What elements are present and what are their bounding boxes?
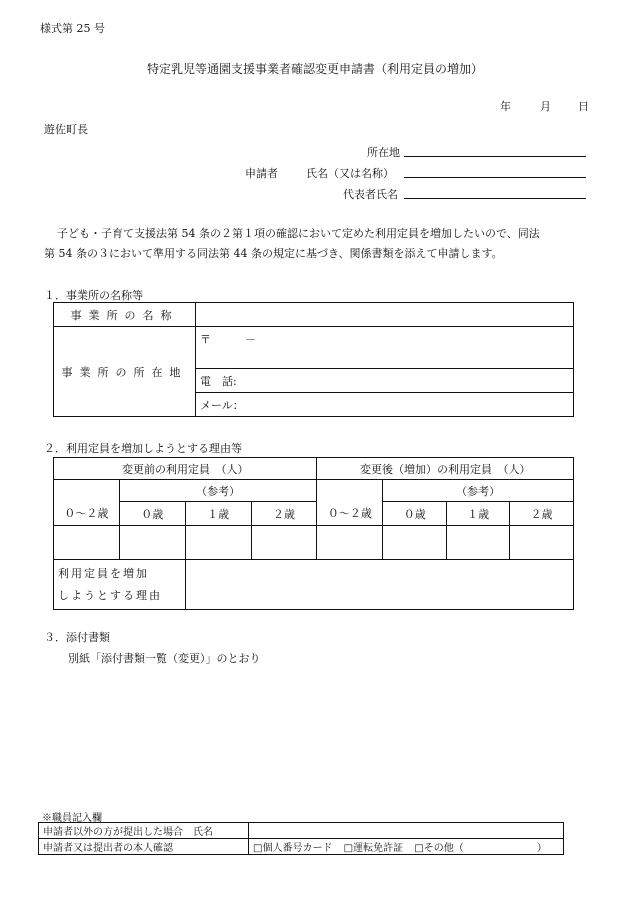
after-value-0-2[interactable] [317,526,383,560]
before-blank [54,480,120,502]
postal-dash: － [245,333,256,346]
facility-name-label: 事業所の名称 [54,303,196,327]
postal-mark: 〒 [200,333,211,346]
facility-address-cell[interactable] [196,327,574,369]
staff-row2-cell [249,839,564,855]
staff-section-heading: ※職員記入欄 [42,813,102,824]
after-col-0: ０歳 [383,502,447,526]
attachment-text: 別紙「添付書類一覧（変更）」のとおり [68,652,261,665]
capacity-table [53,457,574,610]
before-ref-header: （参考） [119,480,317,502]
after-value-0[interactable] [383,526,447,560]
facility-tel-cell[interactable]: 電 話: [196,369,574,393]
before-value-1[interactable] [185,526,251,560]
name-line[interactable] [404,165,586,178]
before-value-0[interactable] [119,526,185,560]
section1-heading: １．事業所の名称等 [44,289,143,302]
checkbox-other[interactable]: □その他（ [414,843,464,854]
addressee: 遊佐町長 [44,123,88,136]
before-capacity-header: 変更前の利用定員 （人） [54,458,317,480]
before-value-2[interactable] [251,526,317,560]
after-col-1: １歳 [447,502,510,526]
staff-table [38,822,564,855]
after-value-1[interactable] [447,526,510,560]
address-line[interactable] [404,144,586,157]
page-title: 特定乳児等通園支援事業者確認変更申請書（利用定員の増加） [146,62,483,76]
reason-label: 利用定員を増加 しようとする理由 [54,560,186,610]
address-label: 所在地 [367,146,400,159]
facility-name-cell[interactable] [196,303,574,327]
body-text-line2: 第 54 条の３において準用する同法第 44 条の規定に基づき、関係書類を添えて申請します。 [44,247,503,260]
facility-address-label: 事業所の所在地 [54,327,196,417]
after-col-0-2: ０～２歳 [317,502,383,526]
section2-heading: ２．利用定員を増加しようとする理由等 [44,442,242,455]
body-text-line1: 子ども・子育て支援法第 54 条の２第１項の確認において定めた利用定員を増加したいので、同法 [57,227,540,240]
checkbox-id-card[interactable]: □個人番号カード [253,843,333,854]
after-ref-header: （参考） [383,480,574,502]
representative-label: 代表者氏名 [343,188,398,201]
checkbox-drivers-license[interactable]: □運転免許証 [343,843,404,854]
before-col-0-2: ０～２歳 [54,502,120,526]
date-day: 日 [578,100,589,113]
before-col-0: ０歳 [119,502,185,526]
after-value-2[interactable] [510,526,574,560]
after-blank [317,480,383,502]
applicant-label: 申請者 [245,167,278,180]
name-label: 氏名（又は名称） [306,167,394,180]
facility-mail-cell[interactable]: メール： [196,393,574,417]
staff-row1-label: 申請者以外の方が提出した場合 氏名 [39,823,249,839]
staff-row1-cell[interactable] [249,823,564,839]
before-value-0-2[interactable] [54,526,120,560]
after-col-2: ２歳 [510,502,574,526]
facility-table [53,302,574,417]
date-year: 年 [500,100,511,113]
date-month: 月 [540,100,551,113]
before-col-2: ２歳 [251,502,317,526]
section3-heading: ３．添付書類 [44,631,110,644]
after-capacity-header: 変更後（増加）の利用定員 （人） [317,458,574,480]
other-close-paren: ） [536,843,547,854]
form-number: 様式第 25 号 [40,22,105,35]
reason-cell[interactable] [185,560,573,610]
staff-row2-label: 申請者又は提出者の本人確認 [39,839,249,855]
representative-line[interactable] [404,186,586,199]
before-col-1: １歳 [185,502,251,526]
